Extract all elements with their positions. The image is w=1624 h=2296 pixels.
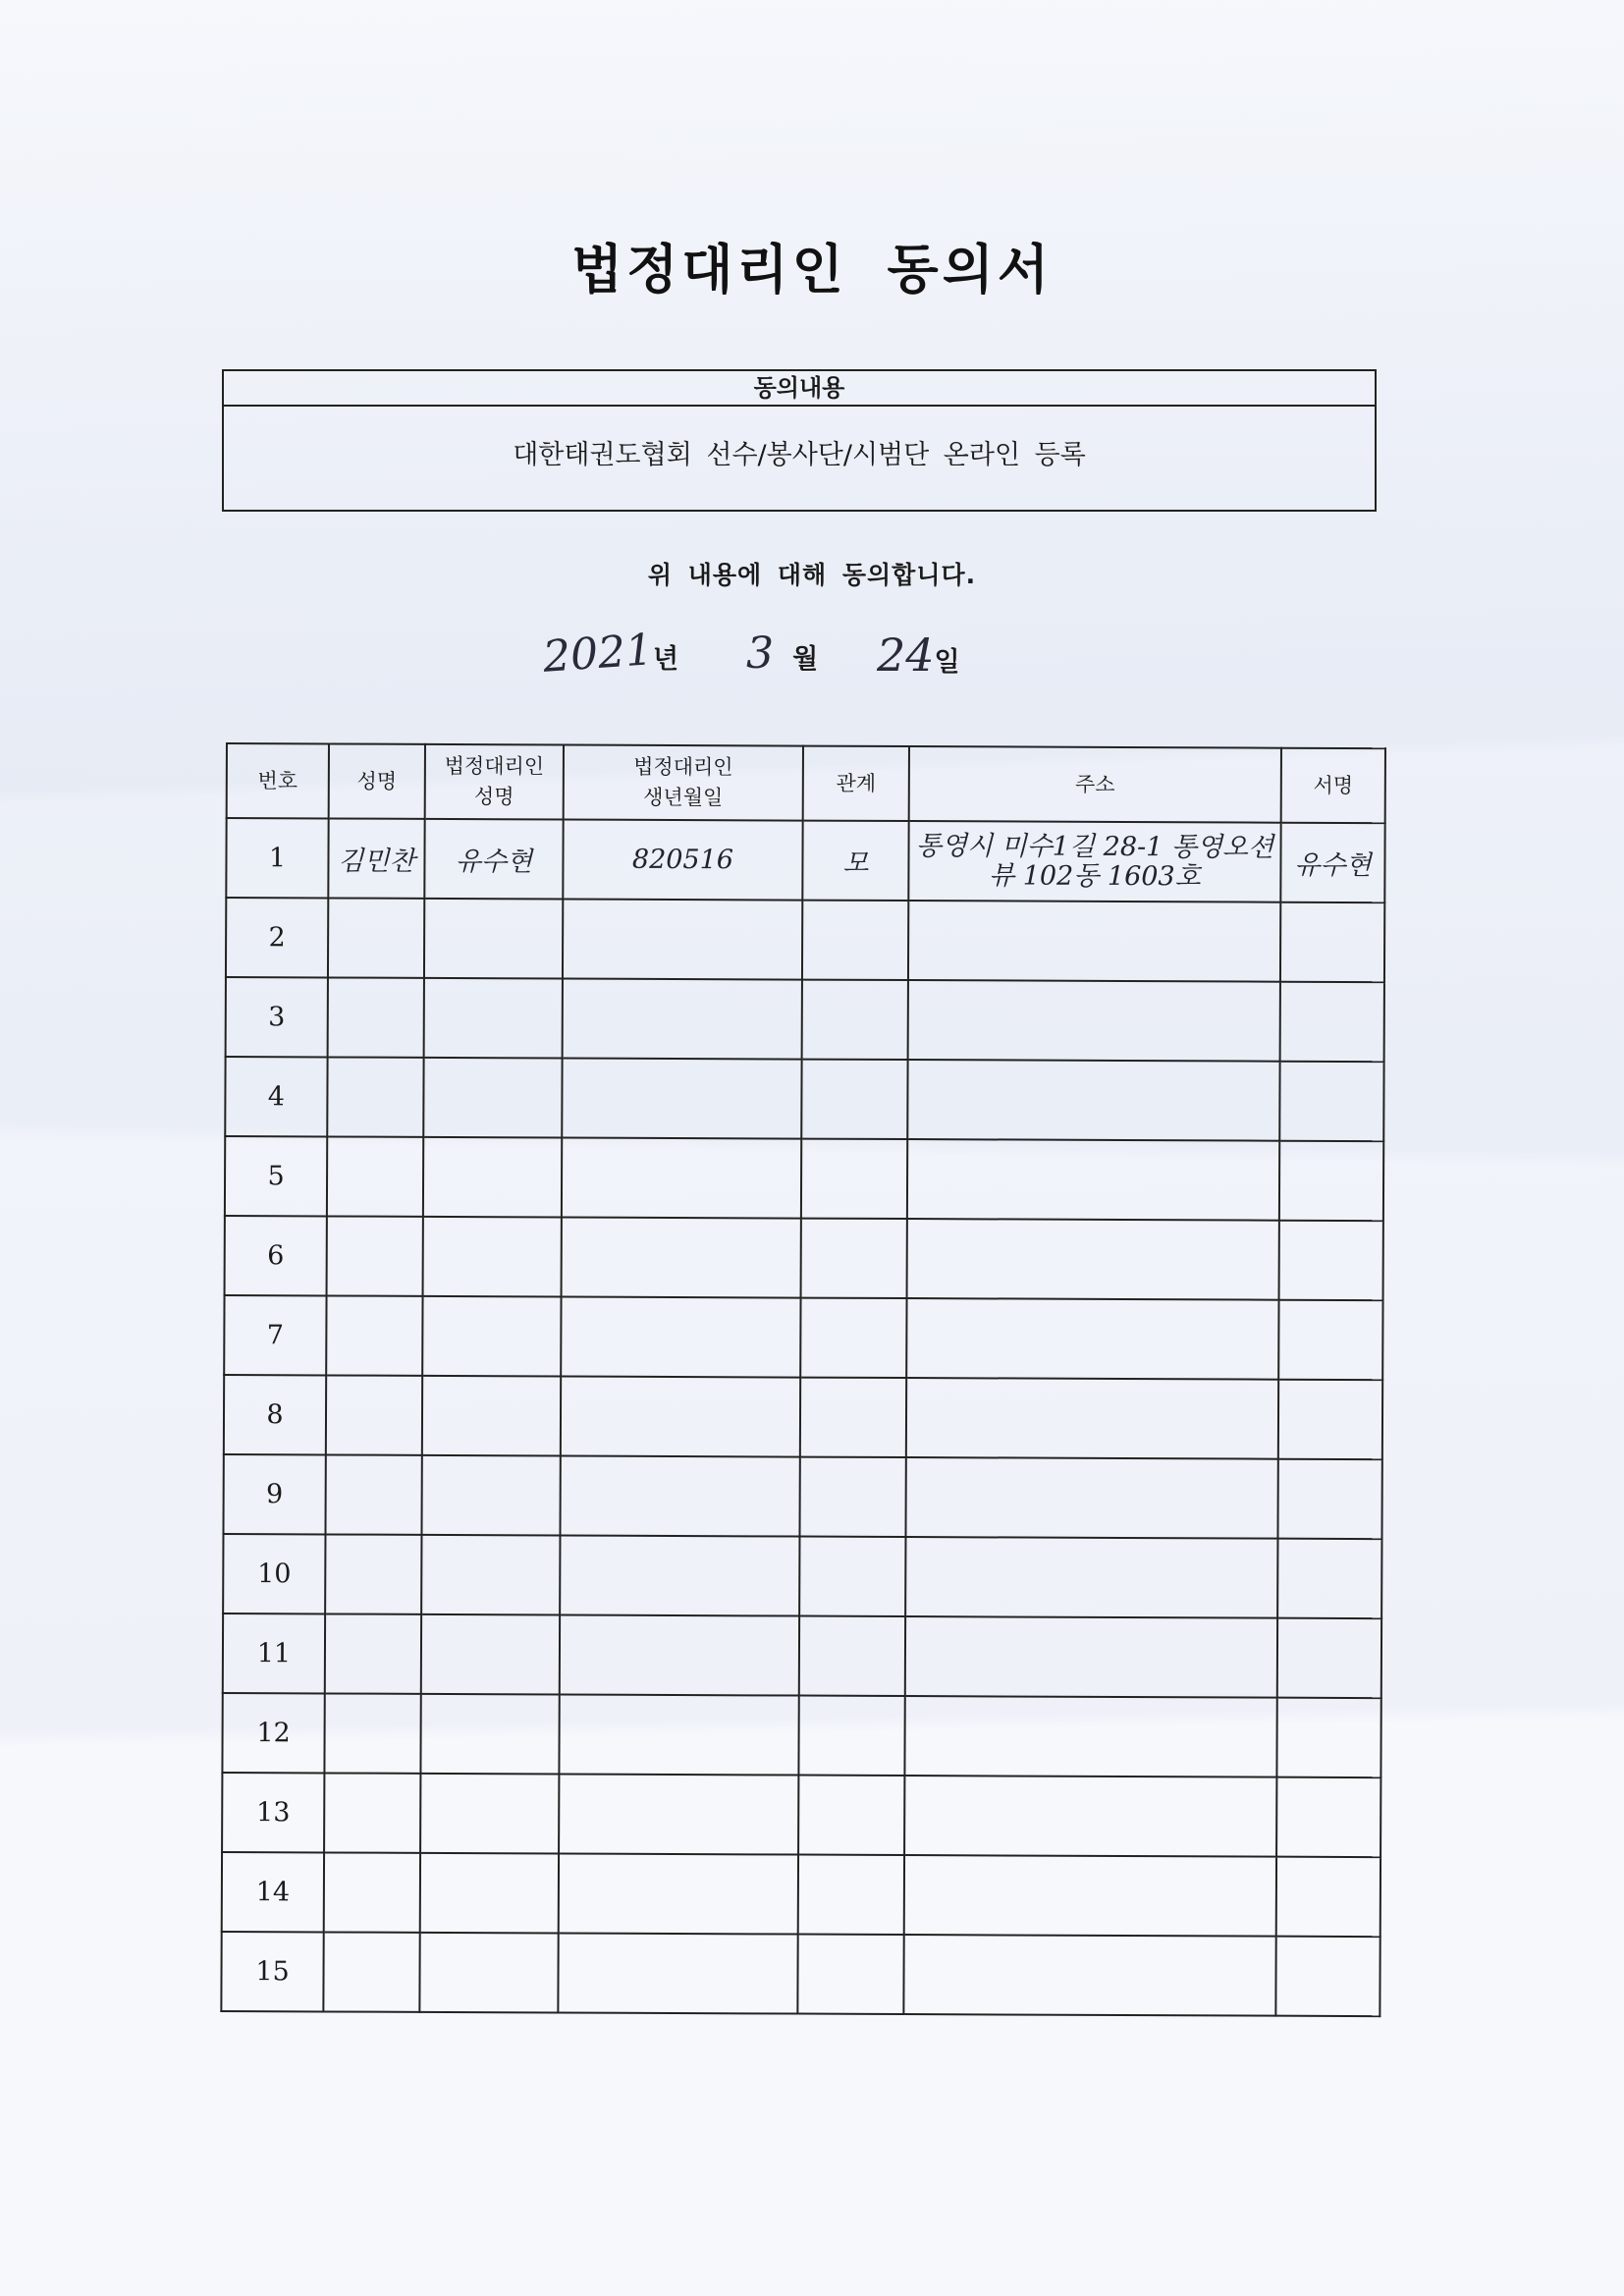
- date-year-group: [541, 625, 679, 687]
- cell-signature: [1279, 1141, 1383, 1221]
- cell-no: 6: [225, 1216, 327, 1295]
- table-row: [225, 1216, 1383, 1300]
- cell-name: [326, 1295, 422, 1375]
- header-signature: 서명: [1281, 748, 1385, 823]
- consent-box: [222, 369, 1377, 512]
- cell-relation: [802, 980, 908, 1060]
- consent-body: 대한태권도협회 선수/봉사단/시범단 온라인 등록: [513, 440, 1086, 470]
- cell-guardian-birth: [561, 1376, 800, 1456]
- cell-name: [324, 1773, 420, 1852]
- cell-signature: [1276, 1777, 1380, 1857]
- cell-guardian-name: [421, 1614, 560, 1695]
- cell-relation: [798, 1696, 904, 1776]
- cell-guardian-birth: [562, 1217, 801, 1297]
- date-year-unit: 년: [652, 644, 679, 675]
- table-row: [221, 1932, 1380, 2016]
- cell-signature: [1275, 1937, 1380, 2016]
- header-name: 성명: [329, 743, 425, 818]
- table-row: [223, 1454, 1381, 1539]
- table-row: [224, 1375, 1382, 1459]
- cell-guardian-name: [420, 1774, 559, 1854]
- date-month-handwritten: 3: [746, 629, 774, 679]
- cell-relation: [799, 1457, 905, 1537]
- cell-guardian-birth: [559, 1853, 798, 1934]
- date-year-handwritten: 2021: [541, 625, 655, 683]
- cell-signature: [1278, 1300, 1382, 1380]
- cell-name: 김민찬: [328, 818, 424, 898]
- header-relation: 관계: [803, 746, 909, 821]
- cell-address: [904, 1776, 1276, 1857]
- cell-relation: [797, 1935, 903, 2014]
- table-row: [226, 977, 1384, 1062]
- cell-no: 4: [225, 1057, 327, 1136]
- cell-address: [905, 1457, 1277, 1539]
- cell-signature: [1279, 1221, 1383, 1300]
- cell-address: [908, 980, 1280, 1062]
- table-row: [222, 1852, 1380, 1937]
- cell-guardian-birth: [559, 1774, 798, 1854]
- cell-name: [327, 1057, 423, 1136]
- cell-name: [325, 1534, 421, 1613]
- cell-relation: [799, 1537, 905, 1616]
- cell-no: 3: [226, 977, 328, 1057]
- cell-no: 13: [222, 1773, 324, 1852]
- cell-address: [904, 1696, 1276, 1777]
- cell-name: [328, 977, 424, 1057]
- cell-guardian-birth: [560, 1614, 799, 1695]
- cell-name: [328, 898, 424, 977]
- cell-address: 통영시 미수1길 28-1 통영오션 뷰 102동 1603호: [908, 821, 1280, 902]
- cell-guardian-name: [424, 899, 563, 979]
- cell-relation: [798, 1776, 904, 1855]
- cell-relation: [801, 1060, 907, 1139]
- cell-no: 2: [226, 898, 328, 977]
- cell-name: [327, 1216, 423, 1295]
- cell-signature: 유수현: [1280, 823, 1384, 902]
- cell-guardian-name: [420, 1694, 559, 1775]
- table-body: [221, 818, 1384, 2016]
- cell-no: 11: [223, 1613, 325, 1693]
- cell-name: [325, 1454, 421, 1534]
- header-no: 번호: [227, 743, 329, 818]
- cell-signature: [1280, 902, 1384, 982]
- cell-name: [325, 1613, 421, 1693]
- header-guardian-name: [425, 744, 564, 820]
- consent-header: 동의내용: [224, 371, 1375, 407]
- guardian-roster-table: [220, 742, 1386, 2017]
- cell-signature: [1277, 1618, 1381, 1698]
- date-month-unit: 월: [792, 644, 819, 675]
- cell-relation: [798, 1855, 904, 1935]
- cell-guardian-name: [421, 1535, 560, 1615]
- cell-address: [907, 1219, 1279, 1300]
- cell-signature: [1278, 1380, 1382, 1459]
- cell-signature: [1276, 1857, 1380, 1937]
- cell-no: 7: [224, 1295, 326, 1375]
- table-row: [225, 1136, 1383, 1221]
- cell-guardian-birth: [560, 1455, 799, 1536]
- cell-no: 9: [223, 1454, 325, 1534]
- table-row: [226, 818, 1384, 902]
- document-title: 법정대리인 동의서: [570, 239, 1054, 301]
- cell-guardian-name: [423, 1058, 562, 1138]
- table-row: [223, 1534, 1381, 1618]
- cell-name: [323, 1932, 419, 2011]
- cell-address: [905, 1616, 1277, 1698]
- cell-relation: 모: [802, 821, 908, 901]
- cell-guardian-birth: [558, 1933, 797, 2013]
- cell-address: [907, 1139, 1279, 1221]
- cell-no: 10: [223, 1534, 325, 1613]
- cell-no: 15: [221, 1932, 323, 2011]
- cell-signature: [1279, 1062, 1383, 1141]
- cell-guardian-name: [423, 1137, 562, 1218]
- table-row: [225, 1057, 1383, 1141]
- cell-signature: [1277, 1539, 1381, 1618]
- date-day-handwritten: 24: [877, 629, 935, 682]
- cell-guardian-birth: [561, 1296, 800, 1377]
- cell-guardian-birth: [562, 1137, 801, 1218]
- cell-guardian-birth: [563, 899, 802, 979]
- cell-signature: [1277, 1459, 1381, 1539]
- cell-relation: [802, 901, 908, 980]
- cell-guardian-birth: [560, 1535, 799, 1615]
- cell-address: [905, 1537, 1277, 1618]
- date-day-group: [877, 629, 960, 687]
- table-row: [223, 1613, 1381, 1698]
- cell-relation: [800, 1378, 906, 1457]
- cell-no: 5: [225, 1136, 327, 1216]
- agreement-statement: 위 내용에 대해 동의합니다.: [647, 561, 977, 589]
- cell-guardian-name: [424, 978, 563, 1059]
- cell-relation: [799, 1616, 905, 1696]
- date-day-unit: 일: [934, 647, 960, 678]
- cell-no: 1: [226, 818, 328, 898]
- cell-address: [906, 1378, 1278, 1459]
- cell-guardian-name: [421, 1455, 560, 1536]
- cell-guardian-birth: [563, 978, 802, 1059]
- cell-guardian-name: 유수현: [424, 819, 563, 900]
- cell-guardian-name: [420, 1853, 559, 1934]
- cell-address: [904, 1855, 1276, 1937]
- cell-guardian-name: [422, 1296, 561, 1377]
- table-header-row: [227, 743, 1385, 823]
- table-row: [224, 1295, 1382, 1380]
- cell-guardian-name: [419, 1933, 558, 2013]
- cell-signature: [1276, 1698, 1380, 1777]
- cell-no: 12: [222, 1693, 324, 1773]
- header-address: 주소: [909, 746, 1281, 823]
- cell-no: 8: [224, 1375, 326, 1454]
- cell-name: [327, 1136, 423, 1216]
- cell-address: [908, 901, 1280, 982]
- table-row: [222, 1693, 1380, 1777]
- header-guardian-birth-label: 법정대리인 생년월일: [633, 754, 733, 810]
- cell-address: [907, 1060, 1279, 1141]
- cell-relation: [801, 1139, 907, 1219]
- cell-name: [326, 1375, 422, 1454]
- cell-relation: [801, 1219, 907, 1298]
- cell-name: [324, 1852, 420, 1932]
- date-month-group: [746, 629, 818, 687]
- cell-address: [903, 1935, 1275, 2016]
- header-guardian-birth: [564, 745, 803, 821]
- cell-guardian-birth: [559, 1694, 798, 1775]
- cell-guardian-birth: [562, 1058, 801, 1138]
- cell-name: [324, 1693, 420, 1773]
- cell-no: 14: [222, 1852, 324, 1932]
- cell-signature: [1280, 982, 1384, 1062]
- table-row: [222, 1773, 1380, 1857]
- table-row: [226, 898, 1384, 982]
- cell-guardian-birth: 820516: [563, 820, 802, 901]
- cell-relation: [800, 1298, 906, 1378]
- cell-address: [906, 1298, 1278, 1380]
- header-guardian-name-label: 법정대리인 성명: [444, 753, 545, 809]
- cell-guardian-name: [423, 1217, 562, 1297]
- cell-guardian-name: [422, 1376, 561, 1456]
